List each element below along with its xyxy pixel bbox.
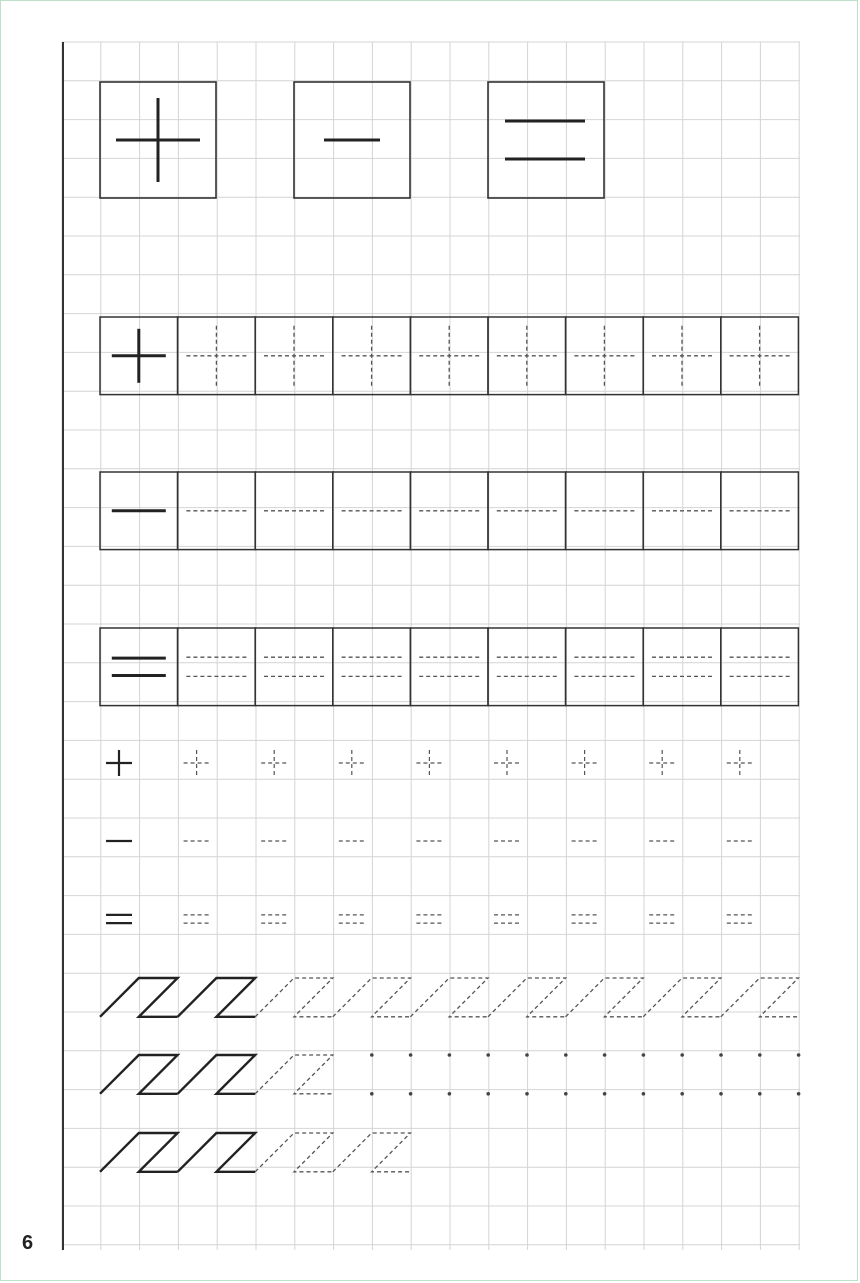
guide-dot <box>719 1053 723 1057</box>
guide-dot <box>370 1053 374 1057</box>
zigzag-row-3 <box>100 1133 410 1172</box>
zigzag-segment <box>255 1055 333 1094</box>
copy-row-plus <box>106 750 753 776</box>
trace-cell <box>333 628 411 706</box>
zigzag-segment <box>178 1133 256 1172</box>
guide-dot <box>486 1053 490 1057</box>
guide-dot <box>564 1092 568 1096</box>
zigzag-segment <box>178 1055 256 1094</box>
guide-dot <box>797 1053 801 1057</box>
trace-cell <box>178 628 256 706</box>
zigzag-segment <box>643 978 721 1017</box>
zigzag-segment <box>100 978 178 1017</box>
trace-cell <box>566 628 644 706</box>
copy-rows <box>106 750 753 923</box>
guide-dot <box>525 1092 529 1096</box>
guide-dot <box>642 1053 646 1057</box>
trace-cell <box>721 628 799 706</box>
copy-row-equals <box>106 915 753 923</box>
zigzag-segment <box>721 978 799 1017</box>
trace-rows <box>100 317 798 706</box>
guide-dot <box>758 1053 762 1057</box>
trace-row-plus <box>100 317 798 395</box>
guide-dot <box>680 1053 684 1057</box>
guide-dot <box>409 1053 413 1057</box>
zigzag-row-1 <box>100 978 798 1017</box>
guide-dot <box>370 1092 374 1096</box>
zigzag-segment <box>255 978 333 1017</box>
guide-dot <box>564 1053 568 1057</box>
guide-dot <box>409 1092 413 1096</box>
guide-dot <box>448 1053 452 1057</box>
zigzag-segment <box>100 1055 178 1094</box>
guide-dot <box>719 1092 723 1096</box>
guide-dot <box>758 1092 762 1096</box>
guide-dot <box>642 1092 646 1096</box>
zigzag-segment <box>333 1133 411 1172</box>
trace-row-minus <box>100 472 798 550</box>
zigzag-segment <box>410 978 488 1017</box>
sample-plus-box <box>100 82 216 198</box>
trace-cell <box>100 628 178 706</box>
trace-row-equals <box>100 628 798 706</box>
guide-dot <box>603 1092 607 1096</box>
zigzag-segment <box>333 978 411 1017</box>
sample-minus-box <box>294 82 410 198</box>
sample-equals-box <box>488 82 604 198</box>
guide-dot <box>680 1092 684 1096</box>
grid-paper <box>62 42 800 1250</box>
zigzag-segment <box>178 978 256 1017</box>
trace-cell <box>410 628 488 706</box>
trace-cell <box>643 628 721 706</box>
trace-cell <box>255 628 333 706</box>
zigzag-segment <box>566 978 644 1017</box>
zigzag-segment <box>100 1133 178 1172</box>
trace-cell <box>488 628 566 706</box>
guide-dot <box>603 1053 607 1057</box>
zigzag-segment <box>488 978 566 1017</box>
guide-dot <box>486 1092 490 1096</box>
page-number: 6 <box>22 1232 34 1254</box>
zigzag-segment <box>255 1133 333 1172</box>
guide-dot <box>448 1092 452 1096</box>
guide-dot <box>797 1092 801 1096</box>
guide-dot <box>525 1053 529 1057</box>
